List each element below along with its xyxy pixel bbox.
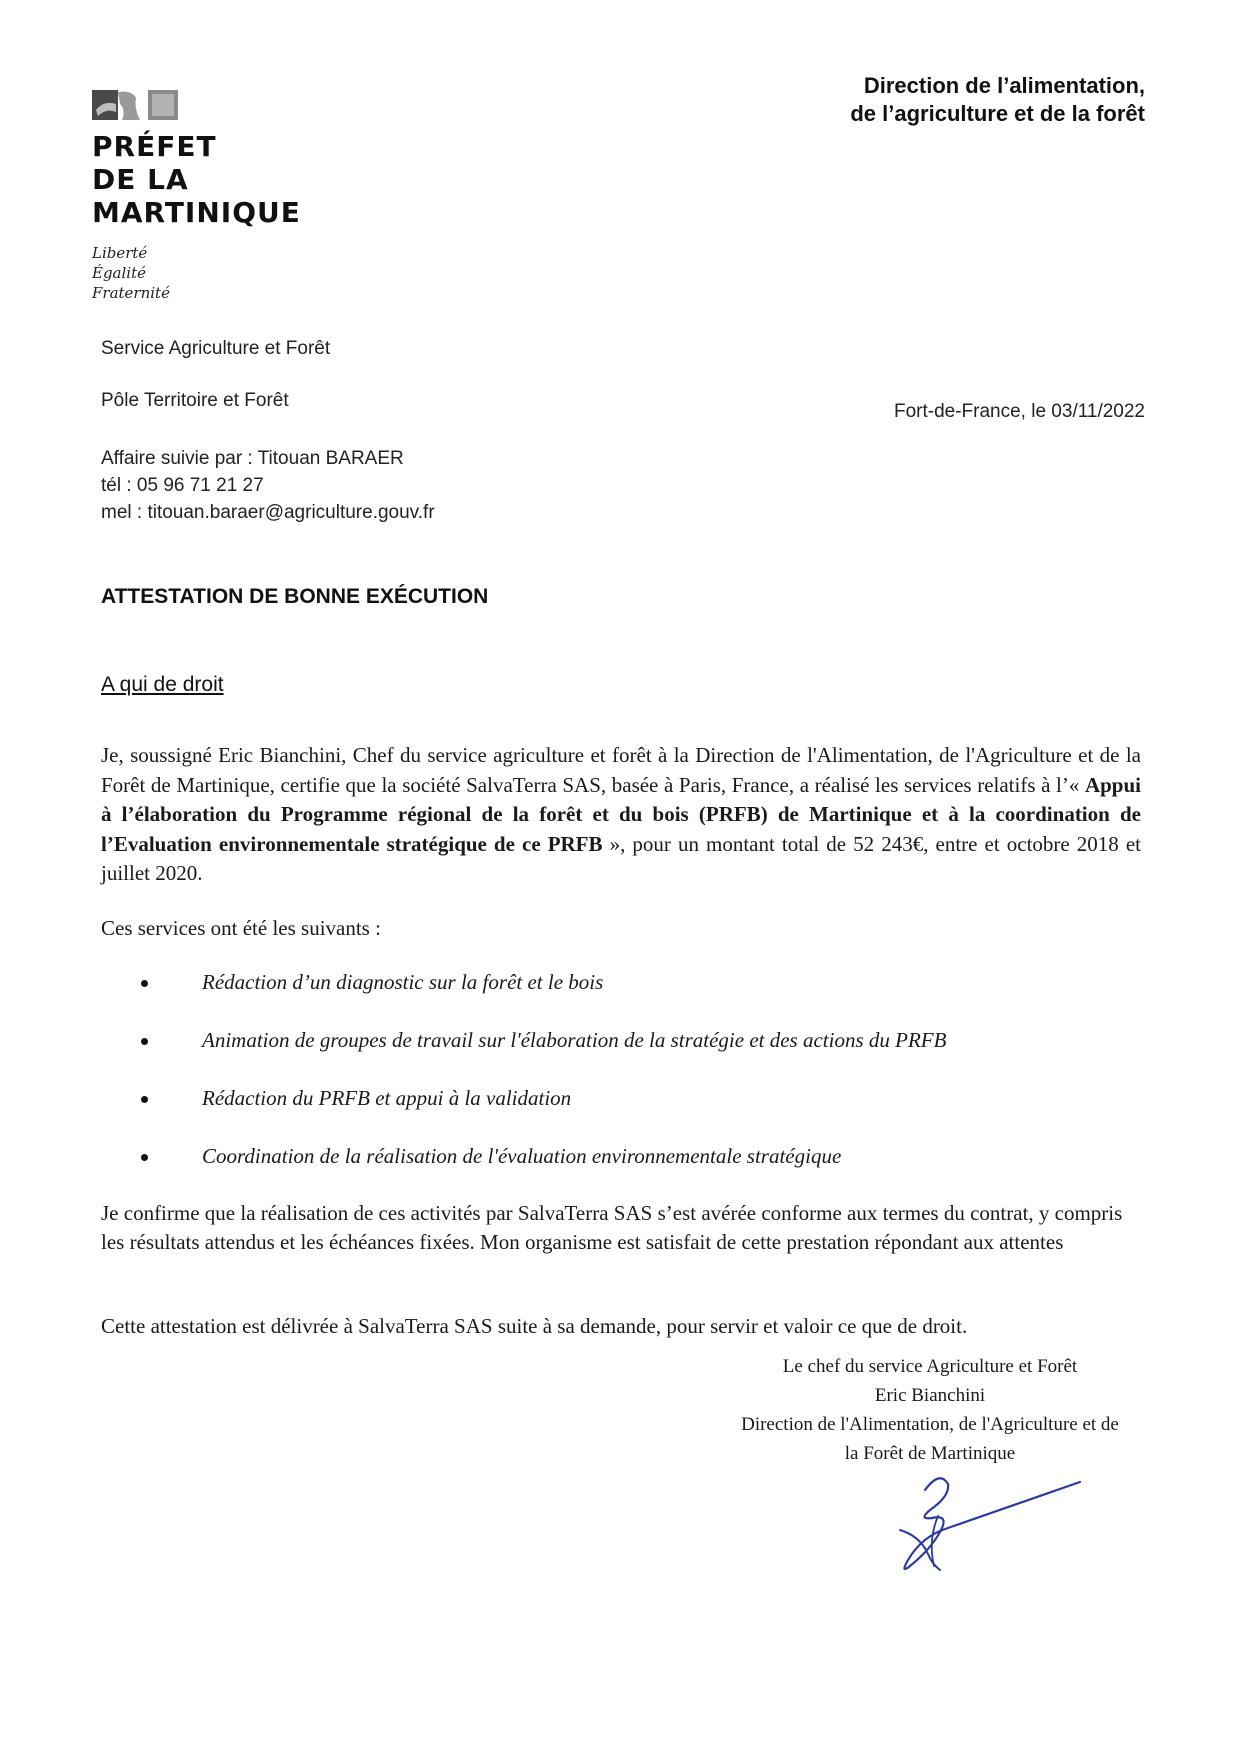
mel-line: mel : titouan.baraer@agriculture.gouv.fr	[101, 502, 435, 523]
bullet-icon	[141, 1038, 148, 1045]
service-name: Service Agriculture et Forêt	[101, 338, 331, 359]
service-item-text: Animation de groupes de travail sur l'élaboration de la stratégie et des actions du PRFB	[202, 1028, 947, 1052]
signatory-role: Le chef du service Agriculture et Forêt	[782, 1356, 1078, 1377]
prefet-line: DE LA	[92, 163, 189, 196]
bullet-icon	[141, 1096, 148, 1103]
direction-line: de l’agriculture et de la forêt	[850, 101, 1145, 126]
prefet-line: PRÉFET	[92, 130, 217, 163]
service-item-text: Rédaction d’un diagnostic sur la forêt et le bois	[202, 970, 604, 994]
affaire-line: Affaire suivie par : Titouan BARAER	[101, 448, 404, 469]
bullet-icon	[141, 1154, 148, 1161]
bullet-icon	[141, 980, 148, 987]
salutation: A qui de droit	[101, 673, 224, 696]
direction-line: Direction de l’alimentation,	[863, 73, 1145, 98]
para1-text-end: », pour un montant total de 52 243€, entre et octobre 2018 et juillet 2020.	[101, 831, 1141, 885]
list-item	[138, 1028, 946, 1086]
signatory-org-line: Direction de l'Alimentation, de l'Agriculture et de	[741, 1414, 1119, 1435]
date-line: Fort-de-France, le 03/11/2022	[893, 401, 1145, 422]
motto-line: Fraternité	[92, 284, 170, 302]
services-intro: Ces services ont été les suivants :	[101, 916, 381, 940]
closing-paragraph: Cette attestation est délivrée à SalvaTerra SAS suite à sa demande, pour servir et valoir ce que de droit.	[101, 1314, 968, 1338]
contact-block	[101, 445, 435, 526]
list-item	[138, 1086, 946, 1144]
service-item-text: Coordination de la réalisation de l'évaluation environnementale stratégique	[202, 1144, 842, 1168]
motto-line: Liberté	[92, 244, 148, 262]
confirmation-paragraph: Je confirme que la réalisation de ces activités par SalvaTerra SAS s’est avérée conforme aux termes du contrat, y compris les résultats attendus et les échéances fixées. Mon organisme est satisfait de cette prestation répondant aux attentes	[101, 1201, 1123, 1254]
prefet-title	[92, 130, 301, 229]
marianne-emblem-icon	[92, 88, 182, 122]
tel-line: tél : 05 96 71 21 27	[101, 475, 264, 496]
project-title: Appui à l’élaboration du Programme régional de la forêt et du bois (PRFB) de Martinique et à la coordination de l’Evaluation environnementale stratégique de ce PRFB	[101, 772, 1141, 856]
republic-motto	[92, 243, 301, 303]
document-title: ATTESTATION DE BONNE EXÉCUTION	[101, 585, 489, 608]
pole-name: Pôle Territoire et Forêt	[101, 390, 289, 411]
handwritten-signature	[870, 1470, 1090, 1585]
prefet-line: MARTINIQUE	[92, 196, 301, 229]
prefecture-logo	[92, 88, 301, 303]
signatory-name: Eric Bianchini	[874, 1385, 986, 1406]
list-item	[138, 970, 946, 1028]
signature-block	[700, 1352, 1160, 1468]
para1-text: Je, soussigné Eric Bianchini, Chef du service agriculture et forêt à la Direction de l'Alimentation, de l'Agriculture et de la Forêt de Martinique, certifie que la société SalvaTerra SAS, basée à Paris, France, a réalisé les services relatifs à l’«	[101, 743, 1141, 797]
certification-paragraph	[101, 741, 1141, 889]
signatory-org-line: la Forêt de Martinique	[844, 1443, 1016, 1464]
list-item	[138, 1144, 946, 1202]
service-item-text: Rédaction du PRFB et appui à la validation	[202, 1086, 572, 1110]
direction-header	[850, 72, 1145, 128]
services-list	[138, 970, 946, 1202]
motto-line: Égalité	[92, 264, 146, 282]
